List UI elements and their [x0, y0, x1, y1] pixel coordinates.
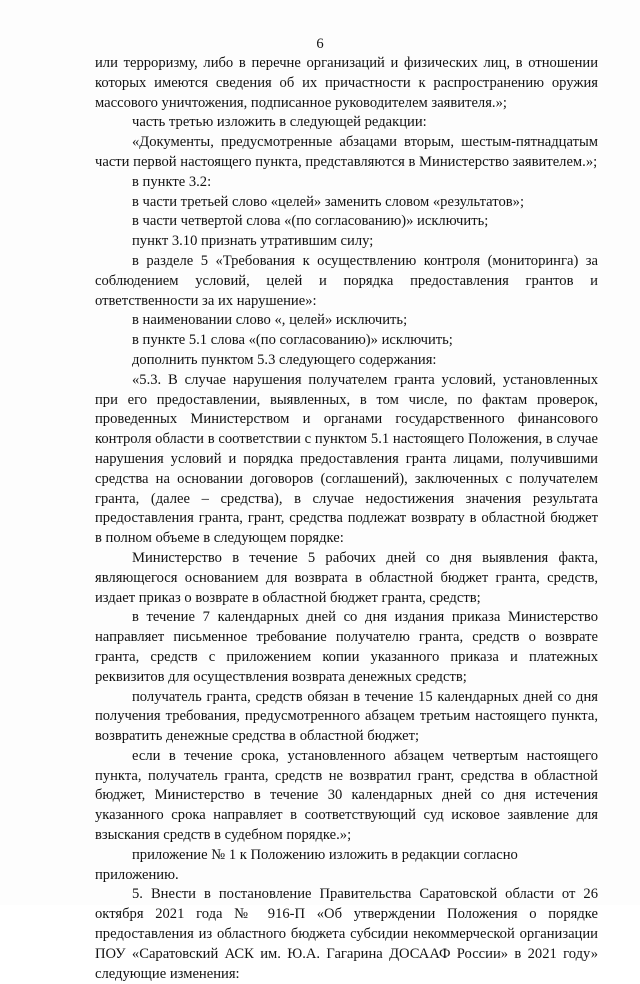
paragraph: в части третьей слово «целей» заменить словом «результатов»;	[132, 193, 524, 210]
paragraph: в пункте 3.2:	[132, 173, 212, 190]
paragraph: в пункте 5.1 слова «(по согласованию)» исключить;	[132, 332, 453, 349]
paragraph: «5.3. В случае нарушения получателем гранта условий, установленных при его предоставлении, выявленных, в том числе, по фактам проверок, проведенных Министерством и органами государственного финансового контроля области в соответствии с пунктом 5.1 настоящего Положения, в случае нарушения условий и порядка предоставления гранта лицами, получившими средства на основании договоров (соглашений), заключенных с получателем гранта, (далее – средства), в случае недостижения значения результата предоставления гранта, грант, средства подлежат возврату в областной бюджет в полном объеме в следующем порядке:	[95, 371, 598, 547]
paragraph: получатель гранта, средств обязан в течение 15 календарных дней со дня получения требования, предусмотренного абзацем третьим настоящего пункта, возвратить денежные средства в областной бюджет;	[95, 688, 598, 745]
page-number: 6	[316, 36, 324, 52]
paragraph: приложение № 1 к Положению изложить в редакции согласно приложению.	[95, 846, 518, 883]
document-body	[95, 54, 598, 984]
paragraph: в течение 7 календарных дней со дня издания приказа Министерство направляет письменное требование получателю гранта, средств о возврате гранта, средств с приложением копии указанного приказа и платежных реквизитов для осуществления возврата денежных средств;	[95, 609, 598, 685]
paragraph: дополнить пунктом 5.3 следующего содержания:	[132, 351, 437, 368]
paragraph: в разделе 5 «Требования к осуществлению контроля (мониторинга) за соблюдением условий, целей и порядка предоставления грантов и ответственности за их нарушение»:	[95, 252, 598, 309]
paragraph: если в течение срока, установленного абзацем четвертым настоящего пункта, получатель гранта, средств не возвратил грант, средства в областной бюджет, Министерство в течение 30 календарных дней со дня истечения указанного срока направляет в соответствующий суд исковое заявление для взыскания средств в судебном порядке.»;	[95, 747, 598, 844]
paragraph: 5. Внести в постановление Правительства Саратовской области от 26 октября 2021 года № 916-П «Об утверждении Положения о порядке предоставления из областного бюджета субсидии некоммерческой организации ПОУ «Саратовский АСК им. Ю.А. Гагарина ДОСААФ России» в 2021 году» следующие изменения:	[95, 886, 598, 982]
paragraph: в наименовании слово «, целей» исключить;	[132, 312, 408, 329]
paragraph: или терроризму, либо в перечне организаций и физических лиц, в отношении которых имеются сведения об их причастности к распространению оружия массового уничтожения, подписанное руководителем заявителя.»;	[95, 55, 598, 111]
paragraph: в части четвертой слова «(по согласованию)» исключить;	[132, 213, 489, 230]
paragraph: «Документы, предусмотренные абзацами вторым, шестым-пятнадцатым части первой настоящего пункта, представляются в Министерство заявителем.»;	[95, 134, 598, 170]
paragraph: часть третью изложить в следующей редакции:	[132, 114, 427, 131]
paragraph: Министерство в течение 5 рабочих дней со дня выявления факта, являющегося основанием для возврата в областной бюджет гранта, средств, издает приказ о возврате в областной бюджет гранта, средств;	[95, 549, 598, 606]
paragraph: пункт 3.10 признать утратившим силу;	[132, 233, 374, 250]
